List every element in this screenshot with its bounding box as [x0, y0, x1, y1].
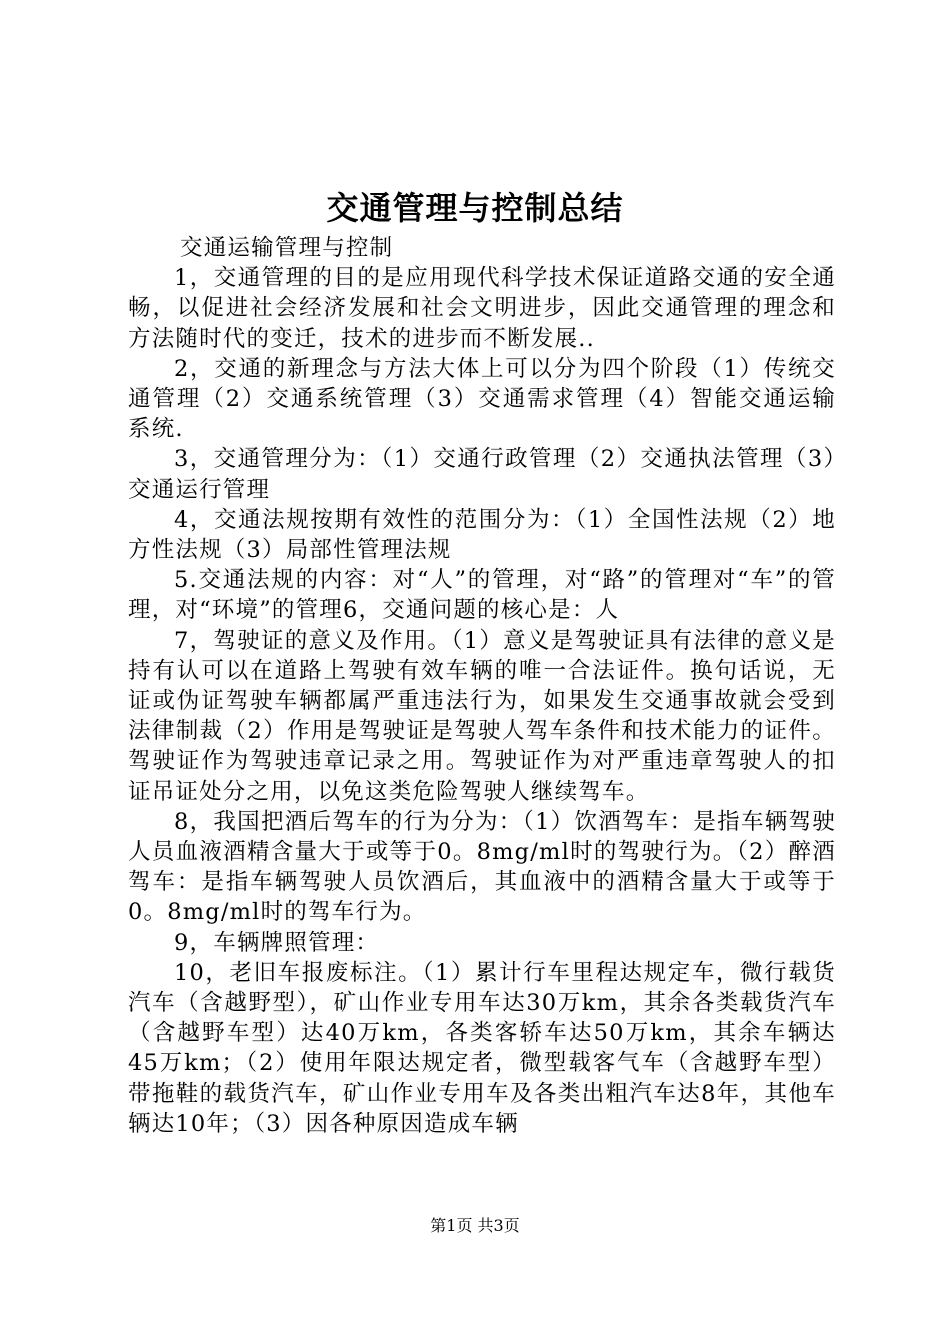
paragraph-1: 1，交通管理的目的是应用现代科学技术保证道路交通的安全通畅，以促进社会经济发展和社会文明进步，因此交通管理的理念和方法随时代的变迁，技术的进步而不断发展.. [128, 265, 836, 352]
paragraph-2: 2，交通的新理念与方法大体上可以分为四个阶段（1）传统交通管理（2）交通系统管理（3）交通需求管理（4）智能交通运输系统. [128, 355, 836, 443]
paragraph-4: 4，交通法规按期有效性的范围分为：（1）全国性法规（2）地方性法规（3）局部性管理法规 [128, 506, 836, 564]
paragraph-9: 9，车辆牌照管理： [174, 929, 380, 956]
paragraph-3: 3，交通管理分为：（1）交通行政管理（2）交通执法管理（3）交通运行管理 [128, 446, 836, 503]
document-body [128, 233, 836, 1139]
paragraph-8: 8，我国把酒后驾车的行为分为：（1）饮酒驾车：是指车辆驾驶人员血液酒精含量大于或等于0。8mg/ml时的驾驶行为。（2）醉酒驾车：是指车辆驾驶人员饮酒后，其血液中的酒精含量大于或等于0。8mg/ml时的驾车行为。 [128, 808, 836, 926]
paragraph-5: 5.交通法规的内容：对“人”的管理，对“路”的管理对“车”的管理，对“环境”的管理6，交通问题的核心是：人 [128, 567, 836, 624]
paragraph-7: 7，驾驶证的意义及作用。（1）意义是驾驶证具有法律的意义是持有认可以在道路上驾驶有效车辆的唯一合法证件。换句话说，无证或伪证驾驶车辆都属严重违法行为，如果发生交通事故就会受到法律制裁（2）作用是驾驶证是驾驶人驾车条件和技术能力的证件。驾驶证作为驾驶违章记录之用。驾驶证作为对严重违章驾驶人的扣证吊证处分之用，以免这类危险驾驶人继续驾车。 [128, 627, 836, 805]
paragraph-10: 10，老旧车报废标注。（1）累计行车里程达规定车，微行载货汽车（含越野型），矿山作业专用车达30万km，其余各类载货汽车（含越野车型）达40万km，各类客轿车达50万km，其余车辆达45万km；（2）使用年限达规定者，微型载客气车（含越野车型）带拖鞋的载货汽车，矿山作业专用车及各类出粗汽车达8年，其他车辆达10年；（3）因各种原因造成车辆 [128, 959, 836, 1137]
page-indicator: 第1页 共3页 [430, 1216, 520, 1235]
document-title: 交通管理与控制总结 [326, 189, 624, 227]
subheading: 交通运输管理与控制 [180, 235, 394, 261]
